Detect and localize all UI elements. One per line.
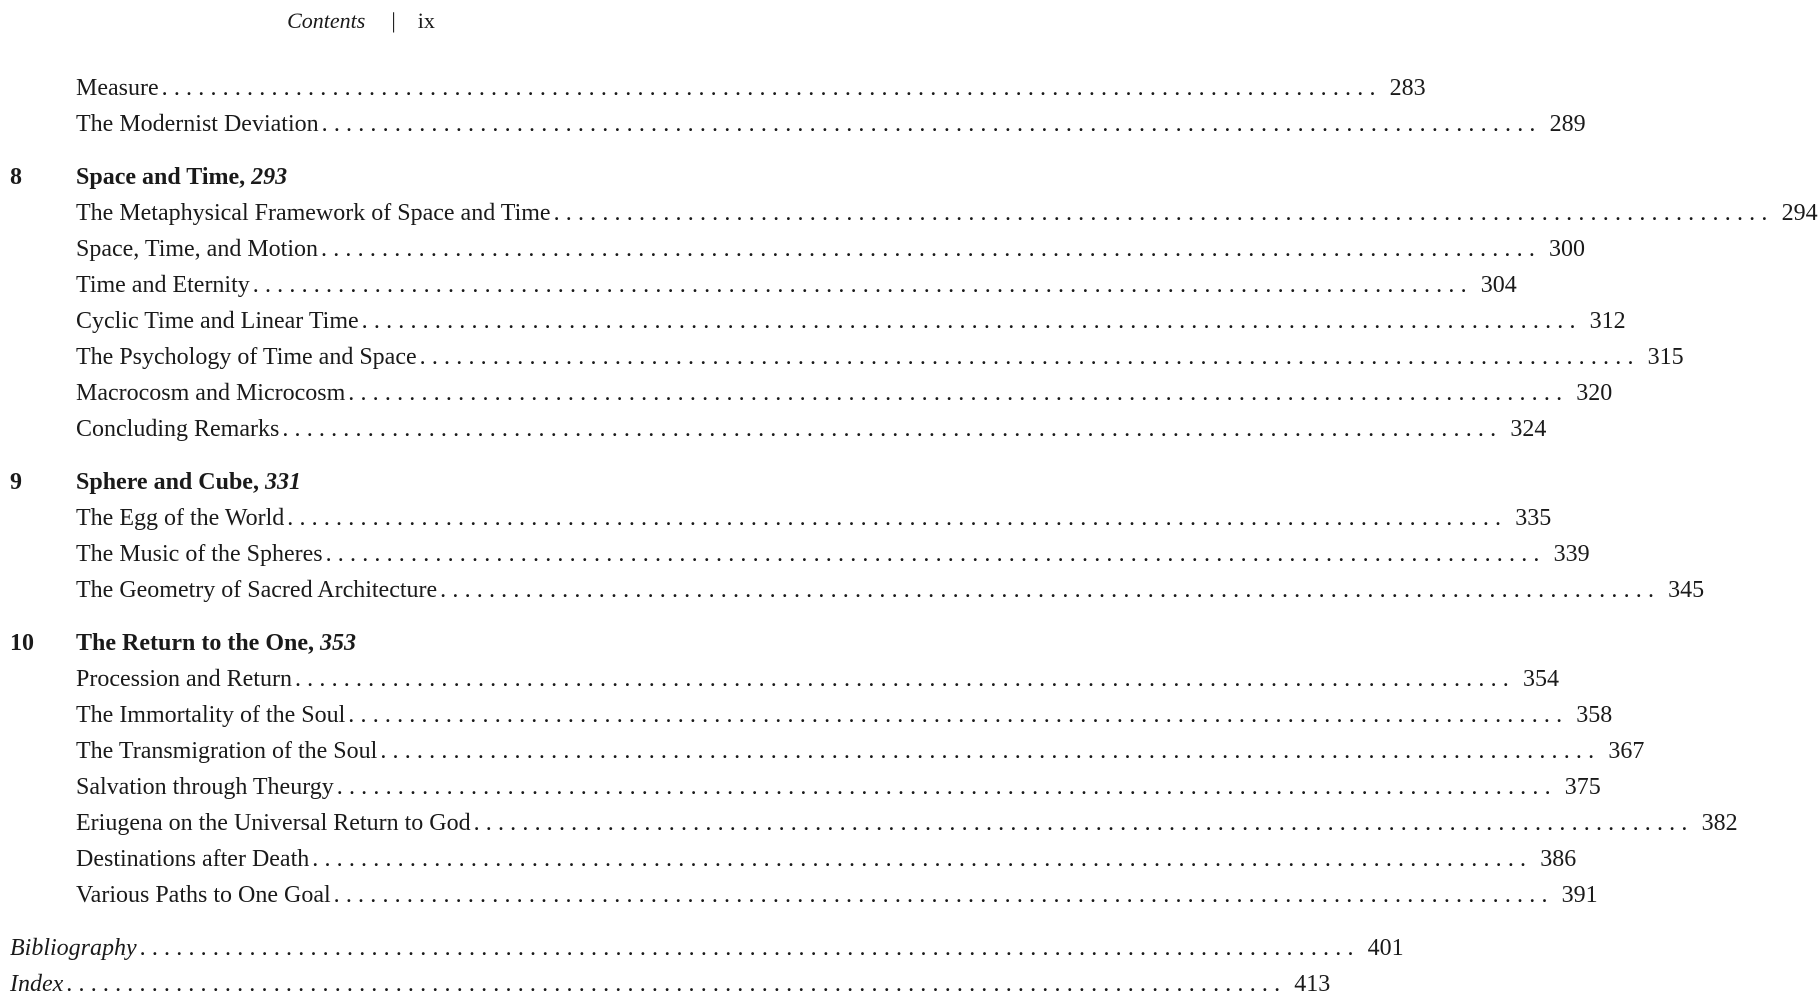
entry-label: Procession and Return — [76, 666, 292, 692]
dot-leader: .................................................................................................... — [66, 971, 1287, 997]
chapter-title — [76, 625, 356, 661]
entry-page: 294 — [1781, 200, 1818, 226]
toc-entry[interactable] — [0, 572, 1705, 608]
chapter-number: 10 — [10, 630, 34, 656]
toc-entry[interactable] — [0, 231, 1586, 267]
table-of-contents — [0, 70, 1818, 1002]
dot-leader: .................................................................................................... — [312, 846, 1533, 872]
chapter-start-page: 331 — [264, 469, 301, 495]
entry-page: 315 — [1647, 344, 1684, 370]
dot-leader: .................................................................................................... — [294, 666, 1515, 692]
entry-label: The Geometry of Sacred Architecture — [76, 577, 438, 603]
toc-entry[interactable] — [0, 697, 1613, 733]
dot-leader: .................................................................................................... — [440, 577, 1661, 603]
chapter-heading-8[interactable] — [0, 159, 722, 195]
toc-entry[interactable] — [0, 536, 1590, 572]
toc-entry[interactable] — [0, 877, 1598, 913]
entry-page: 283 — [1389, 75, 1426, 101]
toc-entry[interactable] — [0, 805, 1738, 841]
entry-page: 339 — [1553, 541, 1590, 567]
chapter-title-text: Sphere and Cube, — [76, 469, 259, 495]
dot-leader: .................................................................................................... — [287, 505, 1508, 531]
toc-entry[interactable] — [0, 339, 1684, 375]
entry-label: Eriugena on the Universal Return to God — [76, 810, 471, 836]
toc-entry-measure[interactable] — [0, 70, 1426, 106]
chapter-title-text: The Return to the One, — [76, 630, 314, 656]
header-separator: | — [391, 8, 396, 33]
entry-label: Salvation through Theurgy — [76, 774, 334, 800]
entry-label: Bibliography — [10, 935, 137, 961]
chapter-title — [76, 159, 287, 195]
dot-leader: .................................................................................................... — [333, 882, 1554, 908]
entry-label: Time and Eternity — [76, 272, 250, 298]
dot-leader: .................................................................................................... — [473, 810, 1694, 836]
header-page-number: ix — [417, 8, 435, 33]
chapter-heading-9[interactable] — [0, 464, 722, 500]
toc-entry[interactable] — [0, 841, 1577, 877]
entry-label: Cyclic Time and Linear Time — [76, 308, 359, 334]
toc-entry-bibliography[interactable] — [0, 930, 1404, 966]
running-header — [0, 6, 722, 36]
dot-leader: .................................................................................................... — [380, 738, 1601, 764]
entry-label: Concluding Remarks — [76, 416, 280, 442]
dot-leader: .................................................................................................... — [321, 111, 1542, 137]
toc-entry[interactable] — [0, 375, 1613, 411]
header-title: Contents — [287, 8, 366, 33]
dot-leader: .................................................................................................... — [325, 541, 1546, 567]
entry-label: The Egg of the World — [76, 505, 285, 531]
entry-label: The Immortality of the Soul — [76, 702, 346, 728]
entry-page: 320 — [1576, 380, 1613, 406]
entry-label: Measure — [76, 75, 159, 101]
chapter-heading-10[interactable] — [0, 625, 722, 661]
entry-page: 382 — [1701, 810, 1738, 836]
dot-leader: .................................................................................................... — [139, 935, 1360, 961]
chapter-number: 9 — [10, 469, 22, 495]
entry-label: The Music of the Spheres — [76, 541, 323, 567]
toc-entry[interactable] — [0, 267, 1517, 303]
toc-entry[interactable] — [0, 661, 1559, 697]
entry-label: The Transmigration of the Soul — [76, 738, 378, 764]
chapter-number: 8 — [10, 164, 22, 190]
entry-label: The Modernist Deviation — [76, 111, 319, 137]
entry-page: 304 — [1480, 272, 1517, 298]
toc-entry[interactable] — [0, 769, 1601, 805]
toc-entry[interactable] — [0, 500, 1552, 536]
toc-entry[interactable] — [0, 411, 1547, 447]
dot-leader: .................................................................................................... — [553, 200, 1774, 226]
entry-page: 391 — [1561, 882, 1598, 908]
dot-leader: .................................................................................................... — [336, 774, 1557, 800]
entry-page: 289 — [1549, 111, 1586, 137]
dot-leader: .................................................................................................... — [282, 416, 1503, 442]
entry-page: 375 — [1564, 774, 1601, 800]
chapter-start-page: 293 — [251, 164, 288, 190]
entry-page: 300 — [1549, 236, 1586, 262]
entry-label: Index — [10, 971, 64, 997]
entry-page: 413 — [1294, 971, 1331, 997]
toc-entry[interactable] — [0, 195, 1818, 231]
entry-label: Space, Time, and Motion — [76, 236, 319, 262]
entry-page: 312 — [1589, 308, 1626, 334]
entry-page: 401 — [1367, 935, 1404, 961]
dot-leader: .................................................................................................... — [321, 236, 1542, 262]
entry-page: 345 — [1668, 577, 1705, 603]
dot-leader: .................................................................................................... — [348, 380, 1569, 406]
entry-label: Destinations after Death — [76, 846, 310, 872]
dot-leader: .................................................................................................... — [252, 272, 1473, 298]
entry-page: 335 — [1515, 505, 1552, 531]
toc-entry[interactable] — [0, 303, 1626, 339]
toc-entry-index[interactable] — [0, 966, 1331, 1002]
chapter-start-page: 353 — [319, 630, 356, 656]
entry-page: 324 — [1510, 416, 1547, 442]
entry-label: The Metaphysical Framework of Space and Time — [76, 200, 551, 226]
dot-leader: .................................................................................................... — [348, 702, 1569, 728]
dot-leader: .................................................................................................... — [419, 344, 1640, 370]
entry-page: 386 — [1540, 846, 1577, 872]
entry-page: 354 — [1522, 666, 1559, 692]
entry-label: Various Paths to One Goal — [76, 882, 331, 908]
entry-label: The Psychology of Time and Space — [76, 344, 417, 370]
dot-leader: .................................................................................................... — [161, 75, 1382, 101]
chapter-title — [76, 464, 301, 500]
toc-entry-modernist-deviation[interactable] — [0, 106, 1586, 142]
entry-label: Macrocosm and Microcosm — [76, 380, 346, 406]
entry-page: 358 — [1576, 702, 1613, 728]
dot-leader: .................................................................................................... — [361, 308, 1582, 334]
toc-entry[interactable] — [0, 733, 1645, 769]
entry-page: 367 — [1608, 738, 1645, 764]
chapter-title-text: Space and Time, — [76, 164, 246, 190]
